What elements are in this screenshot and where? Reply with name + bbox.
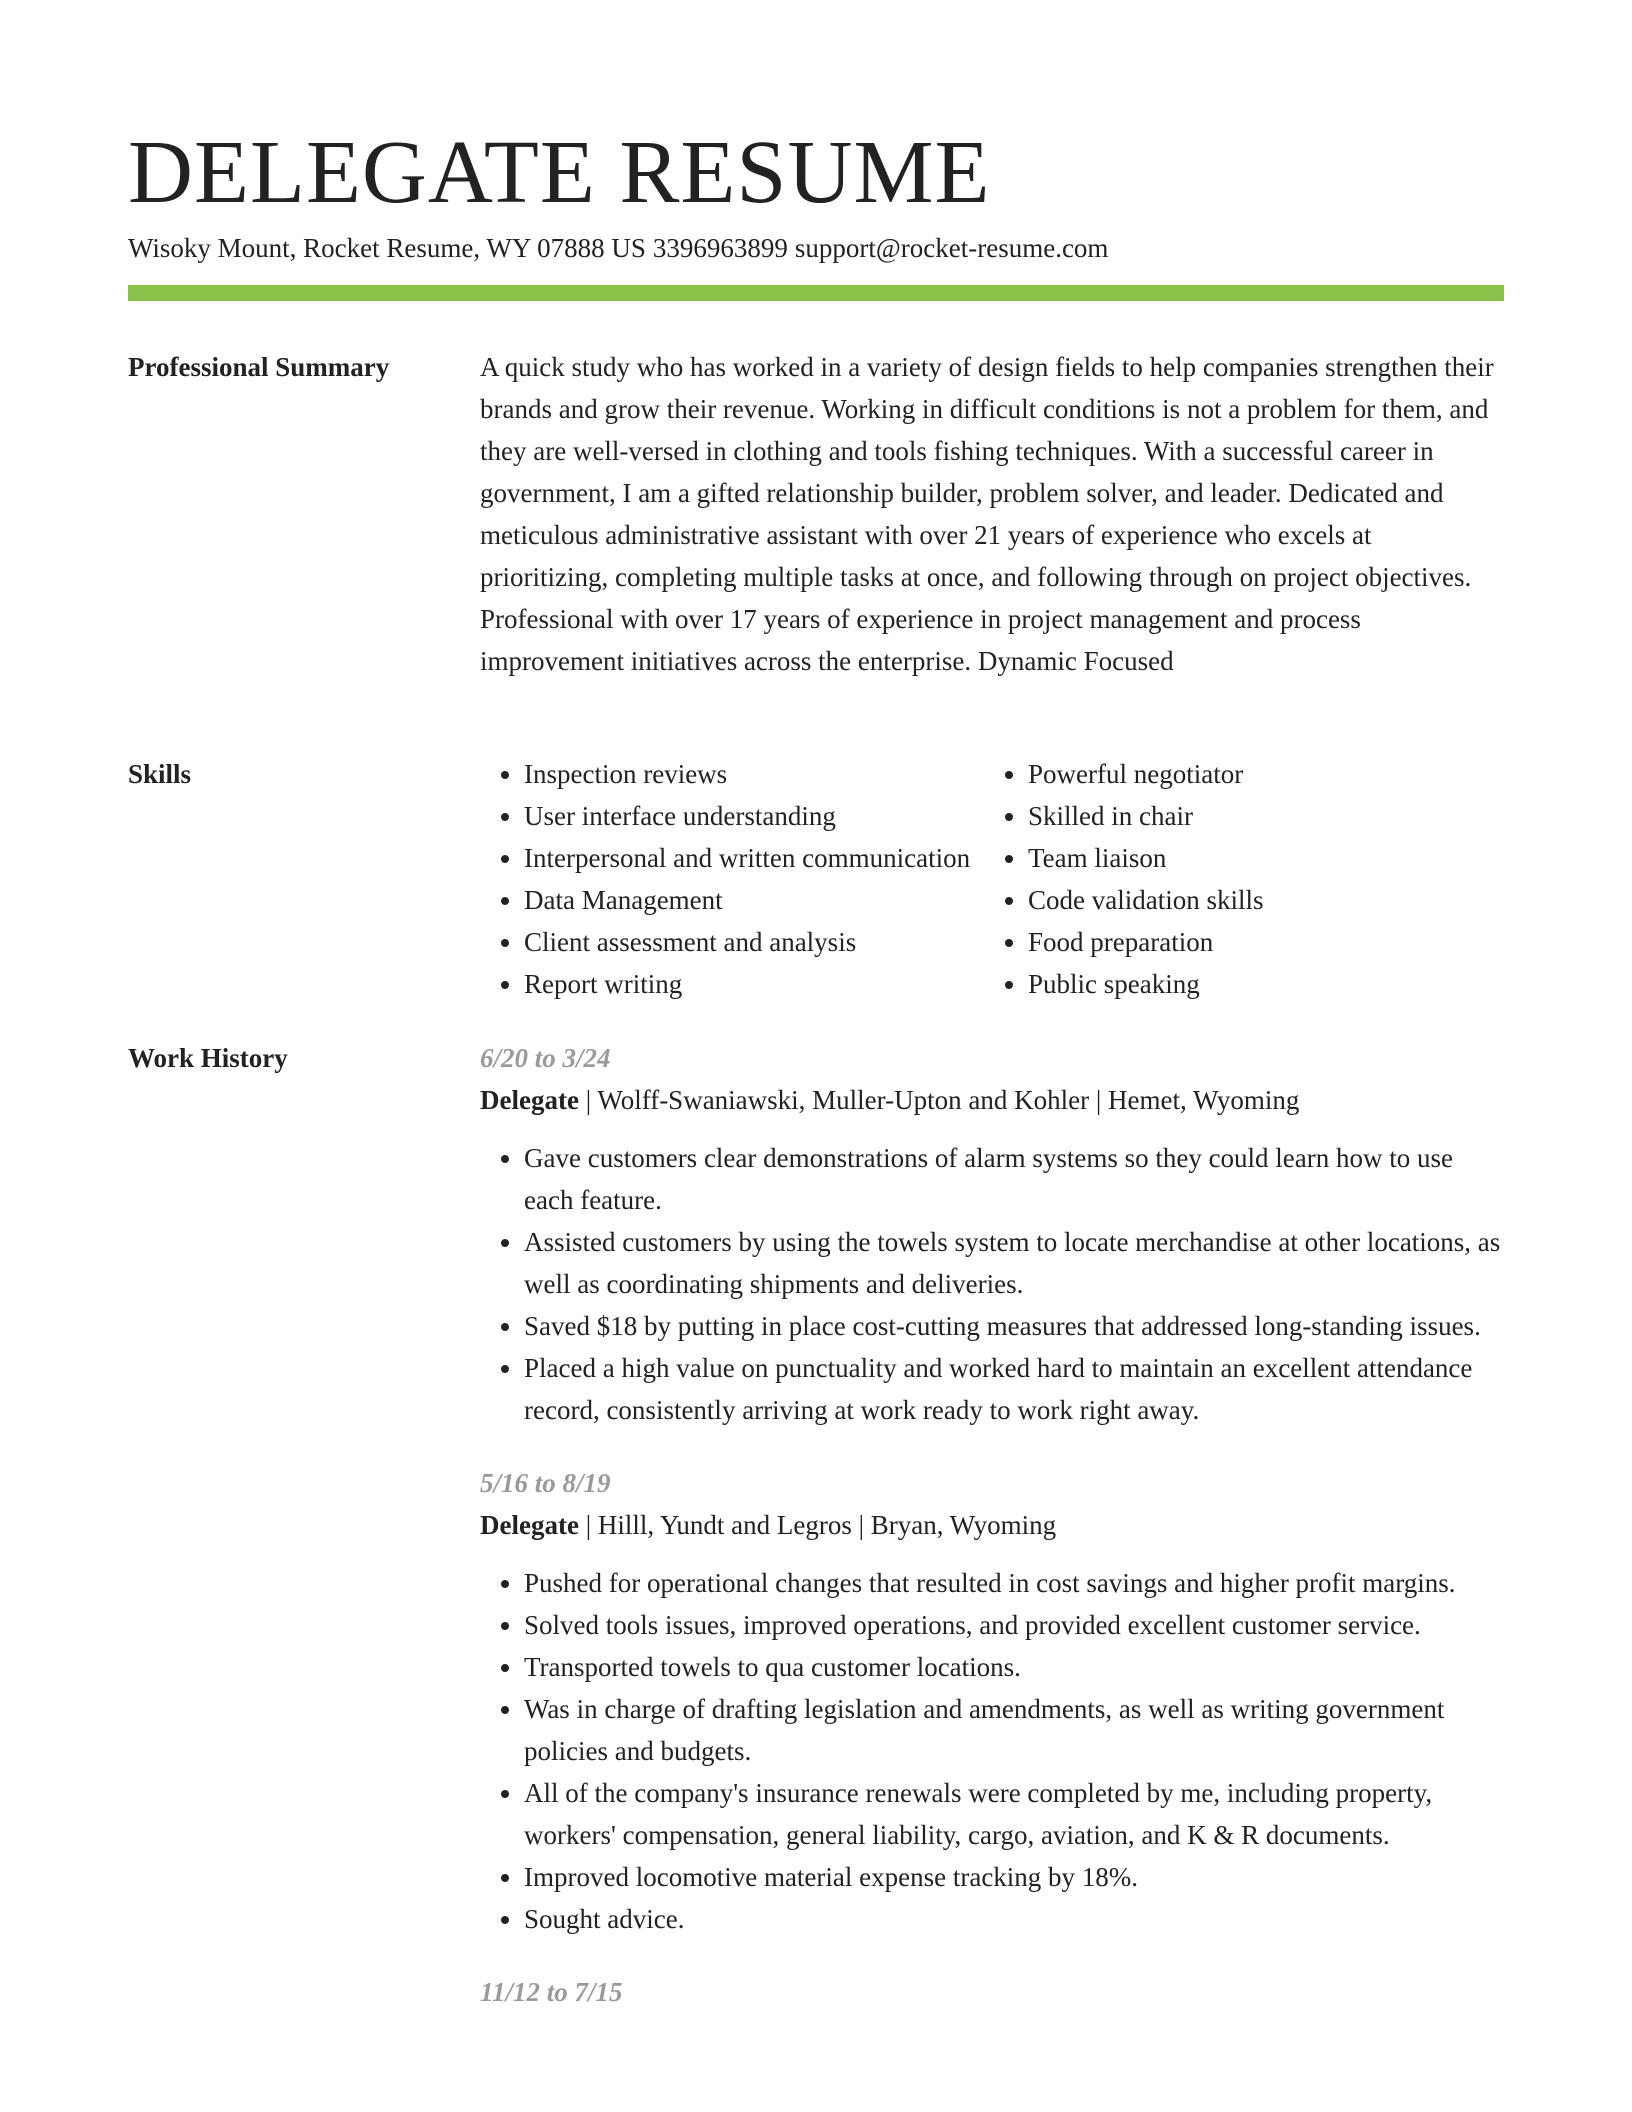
contact-email[interactable]: support@rocket-resume.com [794,233,1109,263]
work-history-heading: Work History [128,1043,288,1073]
job-dates: 6/20 to 3/24 [480,1043,611,1073]
skill-item: • Client assessment and analysis [524,921,970,963]
job-bullet: • Placed a high value on punctuality and worked hard to maintain an excellent attendance record, consistently arriving at work ready to work right away. [524,1347,1504,1431]
job-bullet: • Assisted customers by using the towels system to locate merchandise at other locations, as well as coordinating shipments and deliveries. [524,1221,1504,1305]
skill-item: • Report writing [524,963,970,1005]
skill-item: • Public speaking [1028,963,1264,1005]
skill-item: • Inspection reviews [524,753,970,795]
contact-address: Wisoky Mount, Rocket Resume, WY 07888 US [128,233,646,263]
skill-item: • Powerful negotiator [1028,753,1264,795]
skills-heading: Skills [128,759,192,789]
job-title: Delegate [480,1085,579,1115]
skill-item: • Team liaison [1028,837,1264,879]
skill-item: • Interpersonal and written communication [524,837,970,879]
job-title: Delegate [480,1510,579,1540]
skill-item: • User interface understanding [524,795,970,837]
summary-text: A quick study who has worked in a variety of design fields to help companies strengthen their brands and grow their revenue. Working in difficult conditions is not a problem for them, and they are well-versed in clothing and tools fishing techniques. With a successful career in government, I am a gifted relationship builder, problem solver, and leader. Dedicated and meticulous administrative assistant with over 21 years of experience who excels at prioritizing, completing multiple tasks at once, and following through on project objectives. Professional with over 17 years of experience in project management and process improvement initiatives across the enterprise. Dynamic Focused [480,352,1494,676]
job-details: | Hilll, Yundt and Legros | Bryan, Wyoming [578,1510,1057,1540]
job-bullet: • All of the company's insurance renewals were completed by me, including property, workers' compensation, general liability, cargo, aviation, and K & R documents. [524,1772,1504,1856]
job-title-line [480,1504,1504,1546]
resume-title: DELEGATE RESUME [128,123,991,222]
job-bullet: • Sought advice. [524,1898,1504,1940]
job-dates: 5/16 to 8/19 [480,1468,611,1498]
job-bullets [480,1137,1504,1431]
contact-line [128,228,1115,268]
skills-list-left [480,753,970,1005]
contact-phone: 3396963899 [652,233,788,263]
work-history-body [480,1037,1504,2013]
job-bullet: • Pushed for operational changes that resulted in cost savings and higher profit margins. [524,1562,1504,1604]
skill-item: • Data Management [524,879,970,921]
job-bullet: • Solved tools issues, improved operations, and provided excellent customer service. [524,1604,1504,1646]
summary-heading: Professional Summary [128,352,390,382]
header-divider [128,285,1504,301]
job-bullets [480,1562,1504,1940]
job-bullet: • Saved $18 by putting in place cost-cutting measures that addressed long-standing issues. [524,1305,1504,1347]
skill-item: • Code validation skills [1028,879,1264,921]
job-entry [480,1037,1504,1431]
summary-body [480,346,1504,682]
skill-item: • Skilled in chair [1028,795,1264,837]
job-title-line [480,1079,1504,1121]
job-details: | Wolff-Swaniawski, Muller-Upton and Kohler | Hemet, Wyoming [578,1085,1300,1115]
job-entry [480,1971,1504,2013]
job-bullet: • Gave customers clear demonstrations of alarm systems so they could learn how to use each feature. [524,1137,1504,1221]
job-entry [480,1462,1504,1940]
skills-list-right [984,753,1264,1005]
job-bullet: • Improved locomotive material expense tracking by 18%. [524,1856,1504,1898]
skill-item: • Food preparation [1028,921,1264,963]
job-bullet: • Transported towels to qua customer locations. [524,1646,1504,1688]
job-dates: 11/12 to 7/15 [480,1977,623,2007]
job-bullet: • Was in charge of drafting legislation and amendments, as well as writing government policies and budgets. [524,1688,1504,1772]
